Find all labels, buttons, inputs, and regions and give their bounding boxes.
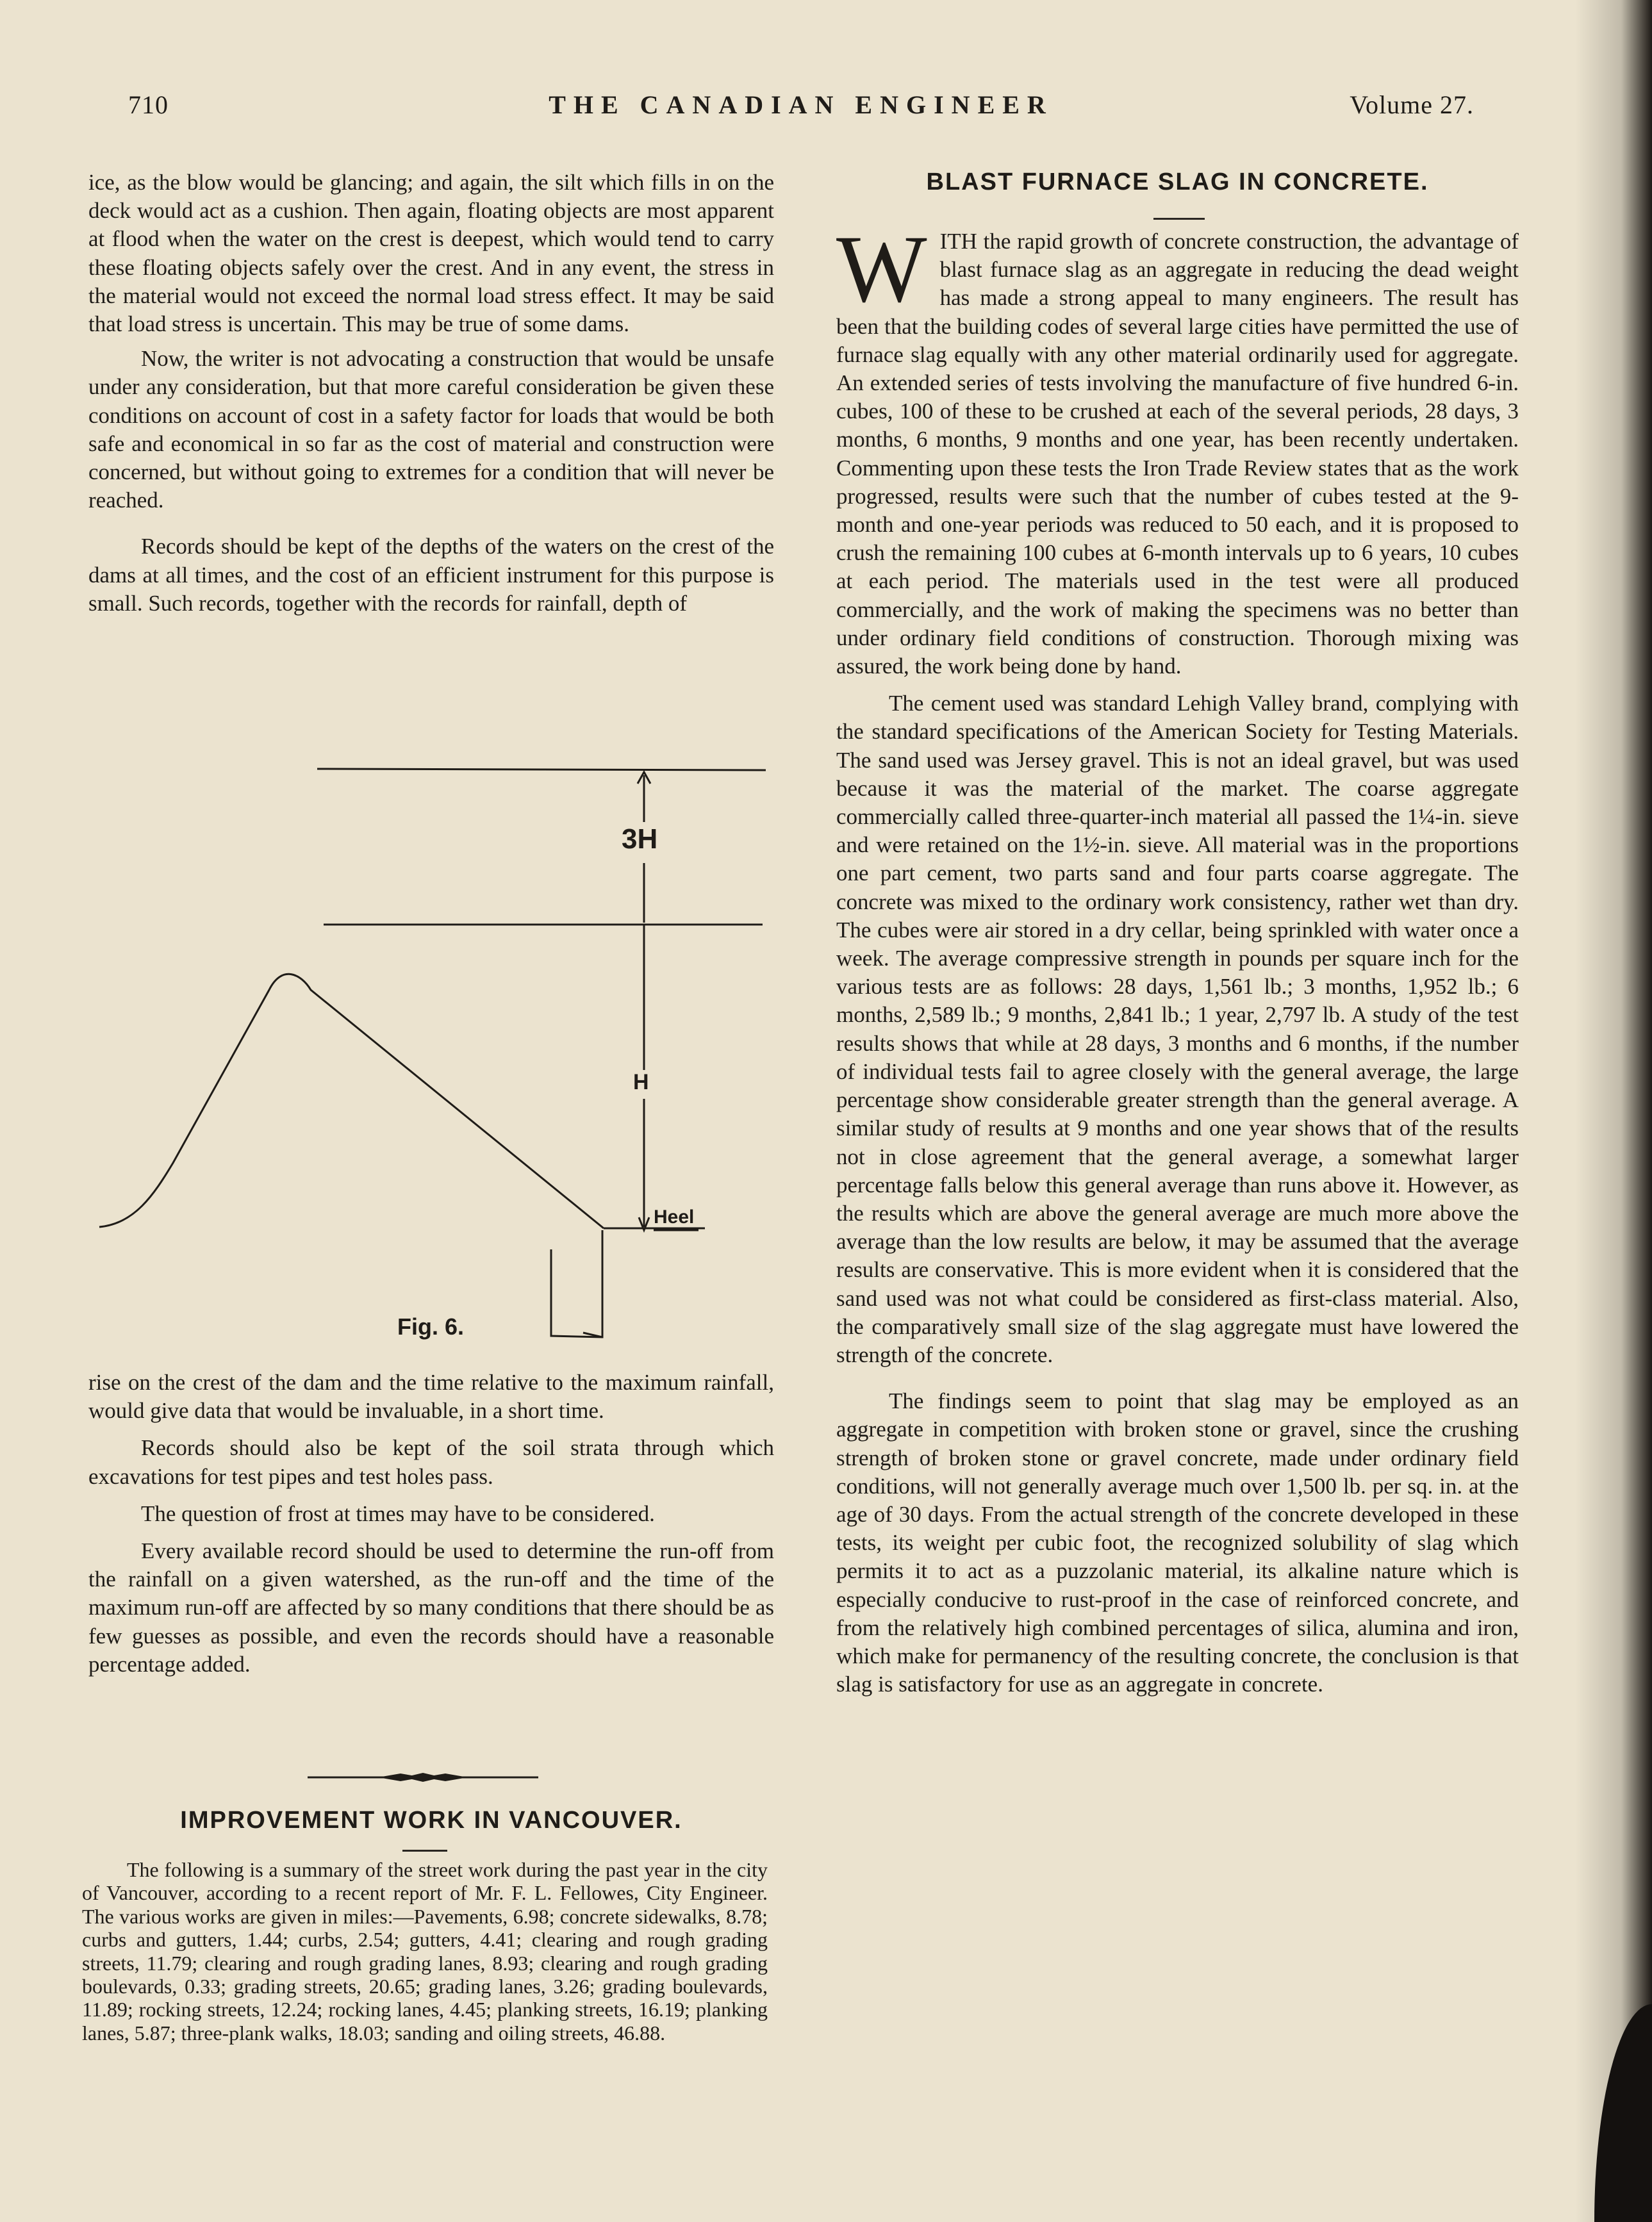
paragraph: Records should be kept of the depths of the waters on the crest of the dams at all times, and the cost of an efficient instrument for this purpose is small. Such records, together with the records for rainfall, depth of [88,534,774,616]
paragraph: The question of frost at times may have to be considered. [141,1501,655,1526]
paragraph: Now, the writer is not advocating a construction that would be unsafe under any consideration, but that more careful consideration be given these conditions on account of cost in a safety factor for loads that would be both safe and economical in so far as the cost of material and construction were concerned, but without going to extremes for a condition that will never be reached. [88,346,774,513]
paragraph: Records should also be kept of the soil strata through which excavations for test pipes and test holes pass. [88,1435,774,1489]
article-title-slag: BLAST FURNACE SLAG IN CONCRETE. [926,169,1429,195]
upper-water-line [317,769,766,770]
drop-cap: W [836,216,927,322]
figure-caption: Fig. 6. [397,1313,465,1340]
paragraph: The following is a summary of the street work during the past year in the city of Vancouver, according to a recent report of Mr. F. L. Fellowes, City Engineer. The various works are given in miles:—Pavements, 6.98; concrete sidewalks, 8.78; curbs and gutters, 1.44; curbs, 2.54; gutters, 4.41; clearing and rough grading streets, 11.79; clearing and rough grading lanes, 8.93; clearing and rough grading boulevards, 0.33; grading streets, 20.65; grading lanes, 3.26; grading boulevards, 11.89; rocking streets, 12.24; rocking lanes, 4.45; planking streets, 16.19; planking lanes, 5.87; three-plank walks, 18.03; sanding and oiling streets, 46.88. [82,1858,768,2045]
page-gutter-shadow [1575,0,1652,2222]
figure-dam-profile [96,753,775,1352]
article-title-vancouver: IMPROVEMENT WORK IN VANCOUVER. [180,1807,682,1834]
paragraph-text: ITH the rapid growth of concrete construction, the advantage of blast furnace slag as an aggregate in reducing the dead weight has made a strong appeal to many engineers. The result has been that the building codes of several large cities have permitted the use of furnace slag equally with any other material ordinarily used for aggregate. An extended series of tests involving the manufacture of five hundred 6-in. cubes, 100 of these to be crushed at each of the several periods, 28 days, 3 months, 6 months, 9 months and one year, has been recently undertaken. Commenting upon these tests the Iron Trade Review states that as the work progressed, results were such that the number of cubes tested at the 9-month and one-year periods was reduced to 50 each, and it is proposed to crush the remaining 100 cubes at 6-month intervals up to 6 years, 10 cubes at each period. The materials used in the test were all produced commercially, and the work of making the specimens was no better than under ordinary field conditions of construction. Thorough mixing was assured, the work being done by hand. [836,229,1519,679]
title-rule [402,1850,447,1852]
right-column [836,216,1519,1699]
label-h: H [633,1070,649,1094]
paragraph: ice, as the blow would be glancing; and again, the silt which fills in on the deck would act as a cushion. Then again, floating objects are most apparent at flood when the water on the crest is deepest, which would tend to carry these floating objects safely over the crest. And in any event, the stress in the material would not exceed the normal load stress effect. It may be said that load stress is uncertain. This may be true of some dams. [88,170,774,337]
cutoff-wall [551,1230,602,1337]
dam-profile [99,974,604,1228]
journal-title: THE CANADIAN ENGINEER [549,90,1053,119]
left-column-bottom [88,1369,774,1679]
paragraph: rise on the crest of the dam and the time relative to the maximum rainfall, would give data that would be invaluable, in a short time. [88,1370,774,1424]
dam-diagram [96,753,775,1352]
page-number: 710 [128,90,169,119]
running-header [128,90,1474,128]
label-heel: Heel [654,1206,695,1228]
vancouver-summary [82,1858,768,2045]
paragraph: Every available record should be used to determine the run-off from the rainfall on a given watershed, as the run-off and the time of the maximum run-off are affected by so many conditions that there should be as few guesses as possible, and even the records should have a reasonable percentage added. [88,1538,774,1677]
label-3h: 3H [622,823,658,855]
paragraph: The cement used was standard Lehigh Valley brand, complying with the standard specifications of the American Society for Testing Materials. The sand used was Jersey gravel. This is not an ideal gravel, but was used because it was the material of the market. The coarse aggregate commercially called three-quarter-inch material all passed the 1¼-in. sieve and were retained on the 1½-in. sieve. All material was in the proportions one part cement, two parts sand and four parts coarse aggregate. The concrete was mixed to the ordinary work consistency, rather wet than dry. The cubes were air stored in a dry cellar, being sprinkled with water once a week. The average compressive strength in pounds per square inch for the various tests are as follows: 28 days, 1,561 lb.; 3 months, 1,952 lb.; 6 months, 2,589 lb.; 9 months, 2,841 lb.; 1 year, 2,797 lb. A study of the test results shows that while at 28 days, 3 months and 6 months, if the number of individual tests fail to agree closely with the general average, the large percentage show considerable greater strength than the general average. A similar study of results at 9 months and one year shows that of the results not in close agreement that the general average, a somewhat larger percentage falls below this general average than runs above it. However, as the results which are above the general average are much more above the average than the low results are below, it may be assumed that the average results are conservative. This is more evident when it is considered that the sand used was not what could be considered as first-class material. Also, the comparatively small size of the slag aggregate must have lowered the strength of the concrete. [836,691,1519,1367]
volume-number: Volume 27. [1350,90,1474,119]
section-divider-ornament [308,1771,538,1784]
paragraph [836,216,1519,680]
title-rule [1153,218,1205,220]
left-column-top [88,169,774,618]
paragraph: The findings seem to point that slag may be employed as an aggregate in competition with broken stone or gravel, since the crushing strength of broken stone or gravel concrete, made under ordinary field conditions, will not generally average much over 1,500 lb. per sq. in. at the age of 30 days. From the actual strength of the concrete developed in these tests, its weight per cubic foot, the recognized solubility of slag which permits it to act as a puzzolanic material, its alkaline nature which is especially conducive to rust-proof in the case of reinforced concrete, and from the relatively high combined percentages of silica, alumina and iron, which make for permanency of the resulting concrete, the conclusion is that slag is satisfactory for use as an aggregate in concrete. [836,1388,1519,1697]
